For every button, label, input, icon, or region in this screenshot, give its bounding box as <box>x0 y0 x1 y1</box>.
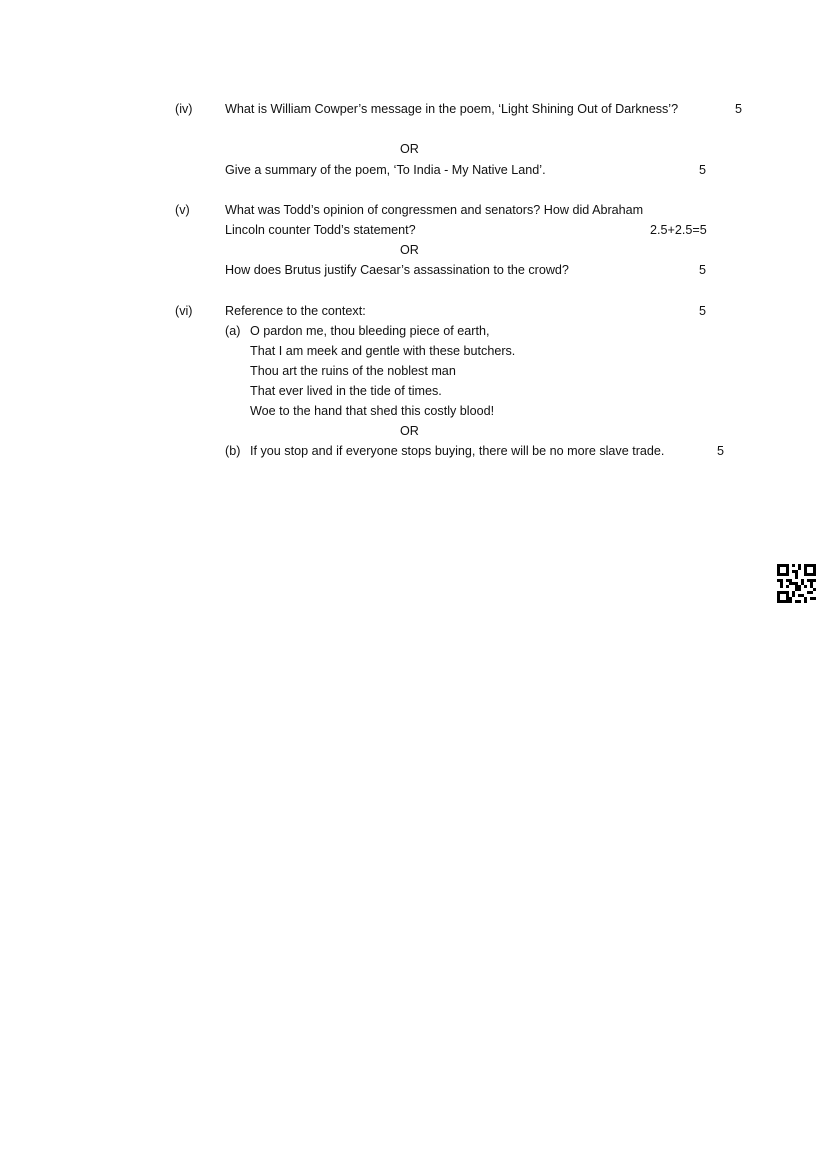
question-v-line2: Lincoln counter Todd’s statement? <box>225 223 416 237</box>
verse-line: That I am meek and gentle with these butchers. <box>250 344 516 358</box>
question-v-or: OR <box>400 243 419 257</box>
question-iv-or: OR <box>400 142 419 156</box>
verse-line: O pardon me, thou bleeding piece of earth, <box>250 324 490 338</box>
question-iv-alt-marks: 5 <box>699 163 707 177</box>
question-number-vi: (vi) <box>175 304 193 318</box>
question-number-iv: (iv) <box>175 102 193 116</box>
question-vi-or: OR <box>400 424 419 438</box>
question-v-alt-marks: 5 <box>699 263 707 277</box>
question-v-line1: What was Todd’s opinion of congressmen and senators? How did Abraham <box>225 203 644 217</box>
question-v-alt-text: How does Brutus justify Caesar’s assassination to the crowd? <box>225 263 569 277</box>
question-v-marks: 2.5+2.5=5 <box>650 223 707 237</box>
option-b-marks: 5 <box>717 444 725 458</box>
question-number-v: (v) <box>175 203 190 217</box>
qr-code-icon <box>777 564 816 603</box>
verse-line: Woe to the hand that shed this costly blood! <box>250 404 495 418</box>
option-b-label: (b) <box>225 444 241 458</box>
option-a-label: (a) <box>225 324 241 338</box>
question-iv-marks: 5 <box>735 102 743 116</box>
option-b-text: If you stop and if everyone stops buying, there will be no more slave trade. <box>250 444 665 458</box>
question-vi-heading: Reference to the context: <box>225 304 366 318</box>
question-iv-text: What is William Cowper’s message in the poem, ‘Light Shining Out of Darkness’? <box>225 102 679 116</box>
verse-line: That ever lived in the tide of times. <box>250 384 442 398</box>
verse-line: Thou art the ruins of the noblest man <box>250 364 456 378</box>
question-iv-alt-text: Give a summary of the poem, ‘To India - My Native Land’. <box>225 163 546 177</box>
question-vi-marks: 5 <box>699 304 707 318</box>
